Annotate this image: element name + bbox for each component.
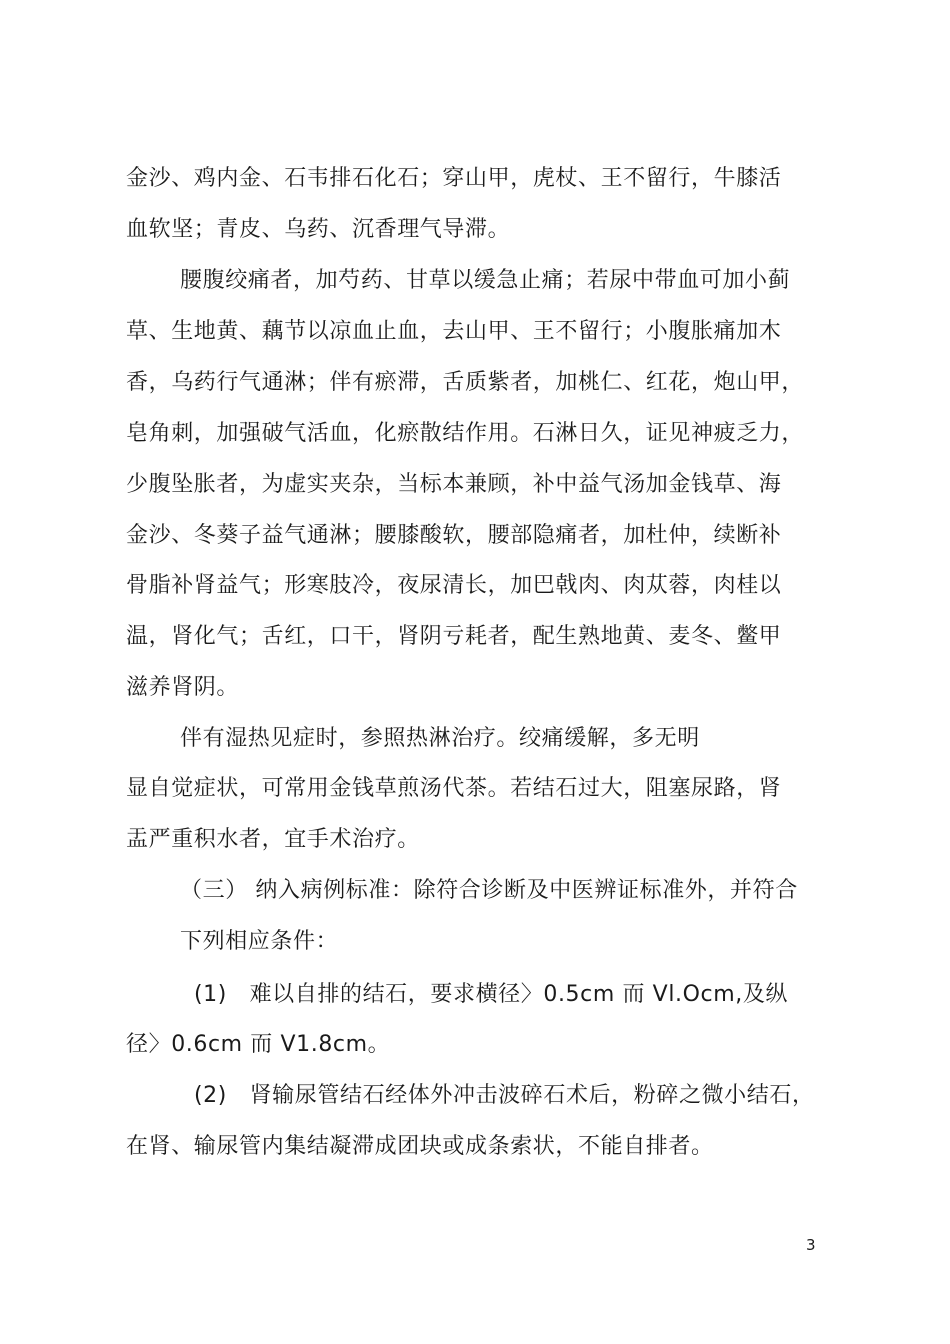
text-line: 径〉0.6cm 而 V1.8cm。 <box>126 1032 391 1057</box>
text-line: 温，肾化气；舌红，口干，肾阴亏耗者，配生熟地黄、麦冬、鳖甲 <box>126 624 782 649</box>
list-item: (2) 肾输尿管结石经体外冲击波碎石术后，粉碎之微小结石， <box>194 1083 815 1108</box>
list-item: (1) 难以自排的结石，要求横径〉0.5cm 而 Vl.Ocm,及纵 <box>194 982 789 1007</box>
text-line: 骨脂补肾益气；形寒肢冷，夜尿清长，加巴戟肉、肉苁蓉，肉桂以 <box>126 573 782 598</box>
text-line: 在肾、输尿管内集结凝滞成团块或成条索状，不能自排者。 <box>126 1134 714 1159</box>
text-line: 下列相应条件： <box>180 929 339 954</box>
text-line: 香，乌药行气通淋；伴有瘀滞，舌质紫者，加桃仁、红花，炮山甲， <box>126 370 805 395</box>
text-line: 显自觉症状，可常用金钱草煎汤代茶。若结石过大，阻塞尿路，肾 <box>126 776 782 801</box>
text-line: 伴有湿热见症时，参照热淋治疗。绞痛缓解，多无明 <box>180 726 700 751</box>
text-line: 少腹坠胀者，为虚实夹杂，当标本兼顾，补中益气汤加金钱草、海 <box>126 472 782 497</box>
text-line: 腰腹绞痛者，加芍药、甘草以缓急止痛；若尿中带血可加小蓟 <box>180 268 791 293</box>
text-line: 草、生地黄、藕节以凉血止血，去山甲、王不留行；小腹胀痛加木 <box>126 319 782 344</box>
page-number: 3 <box>806 1236 816 1254</box>
text-line: 滋养肾阴。 <box>126 675 240 700</box>
text-line: 盂严重积水者，宜手术治疗。 <box>126 827 420 852</box>
section-heading: （三） 纳入病例标准：除符合诊断及中医辨证标准外，并符合 <box>180 878 798 903</box>
text-line: 血软坚；青皮、乌药、沉香理气导滞。 <box>126 217 511 242</box>
text-line: 金沙、鸡内金、石韦排石化石；穿山甲，虎杖、王不留行，牛膝活 <box>126 166 782 191</box>
text-line: 金沙、冬葵子益气通淋；腰膝酸软，腰部隐痛者，加杜仲，续断补 <box>126 523 782 548</box>
text-line: 皂角刺，加强破气活血，化瘀散结作用。石淋日久，证见神疲乏力， <box>126 421 805 446</box>
